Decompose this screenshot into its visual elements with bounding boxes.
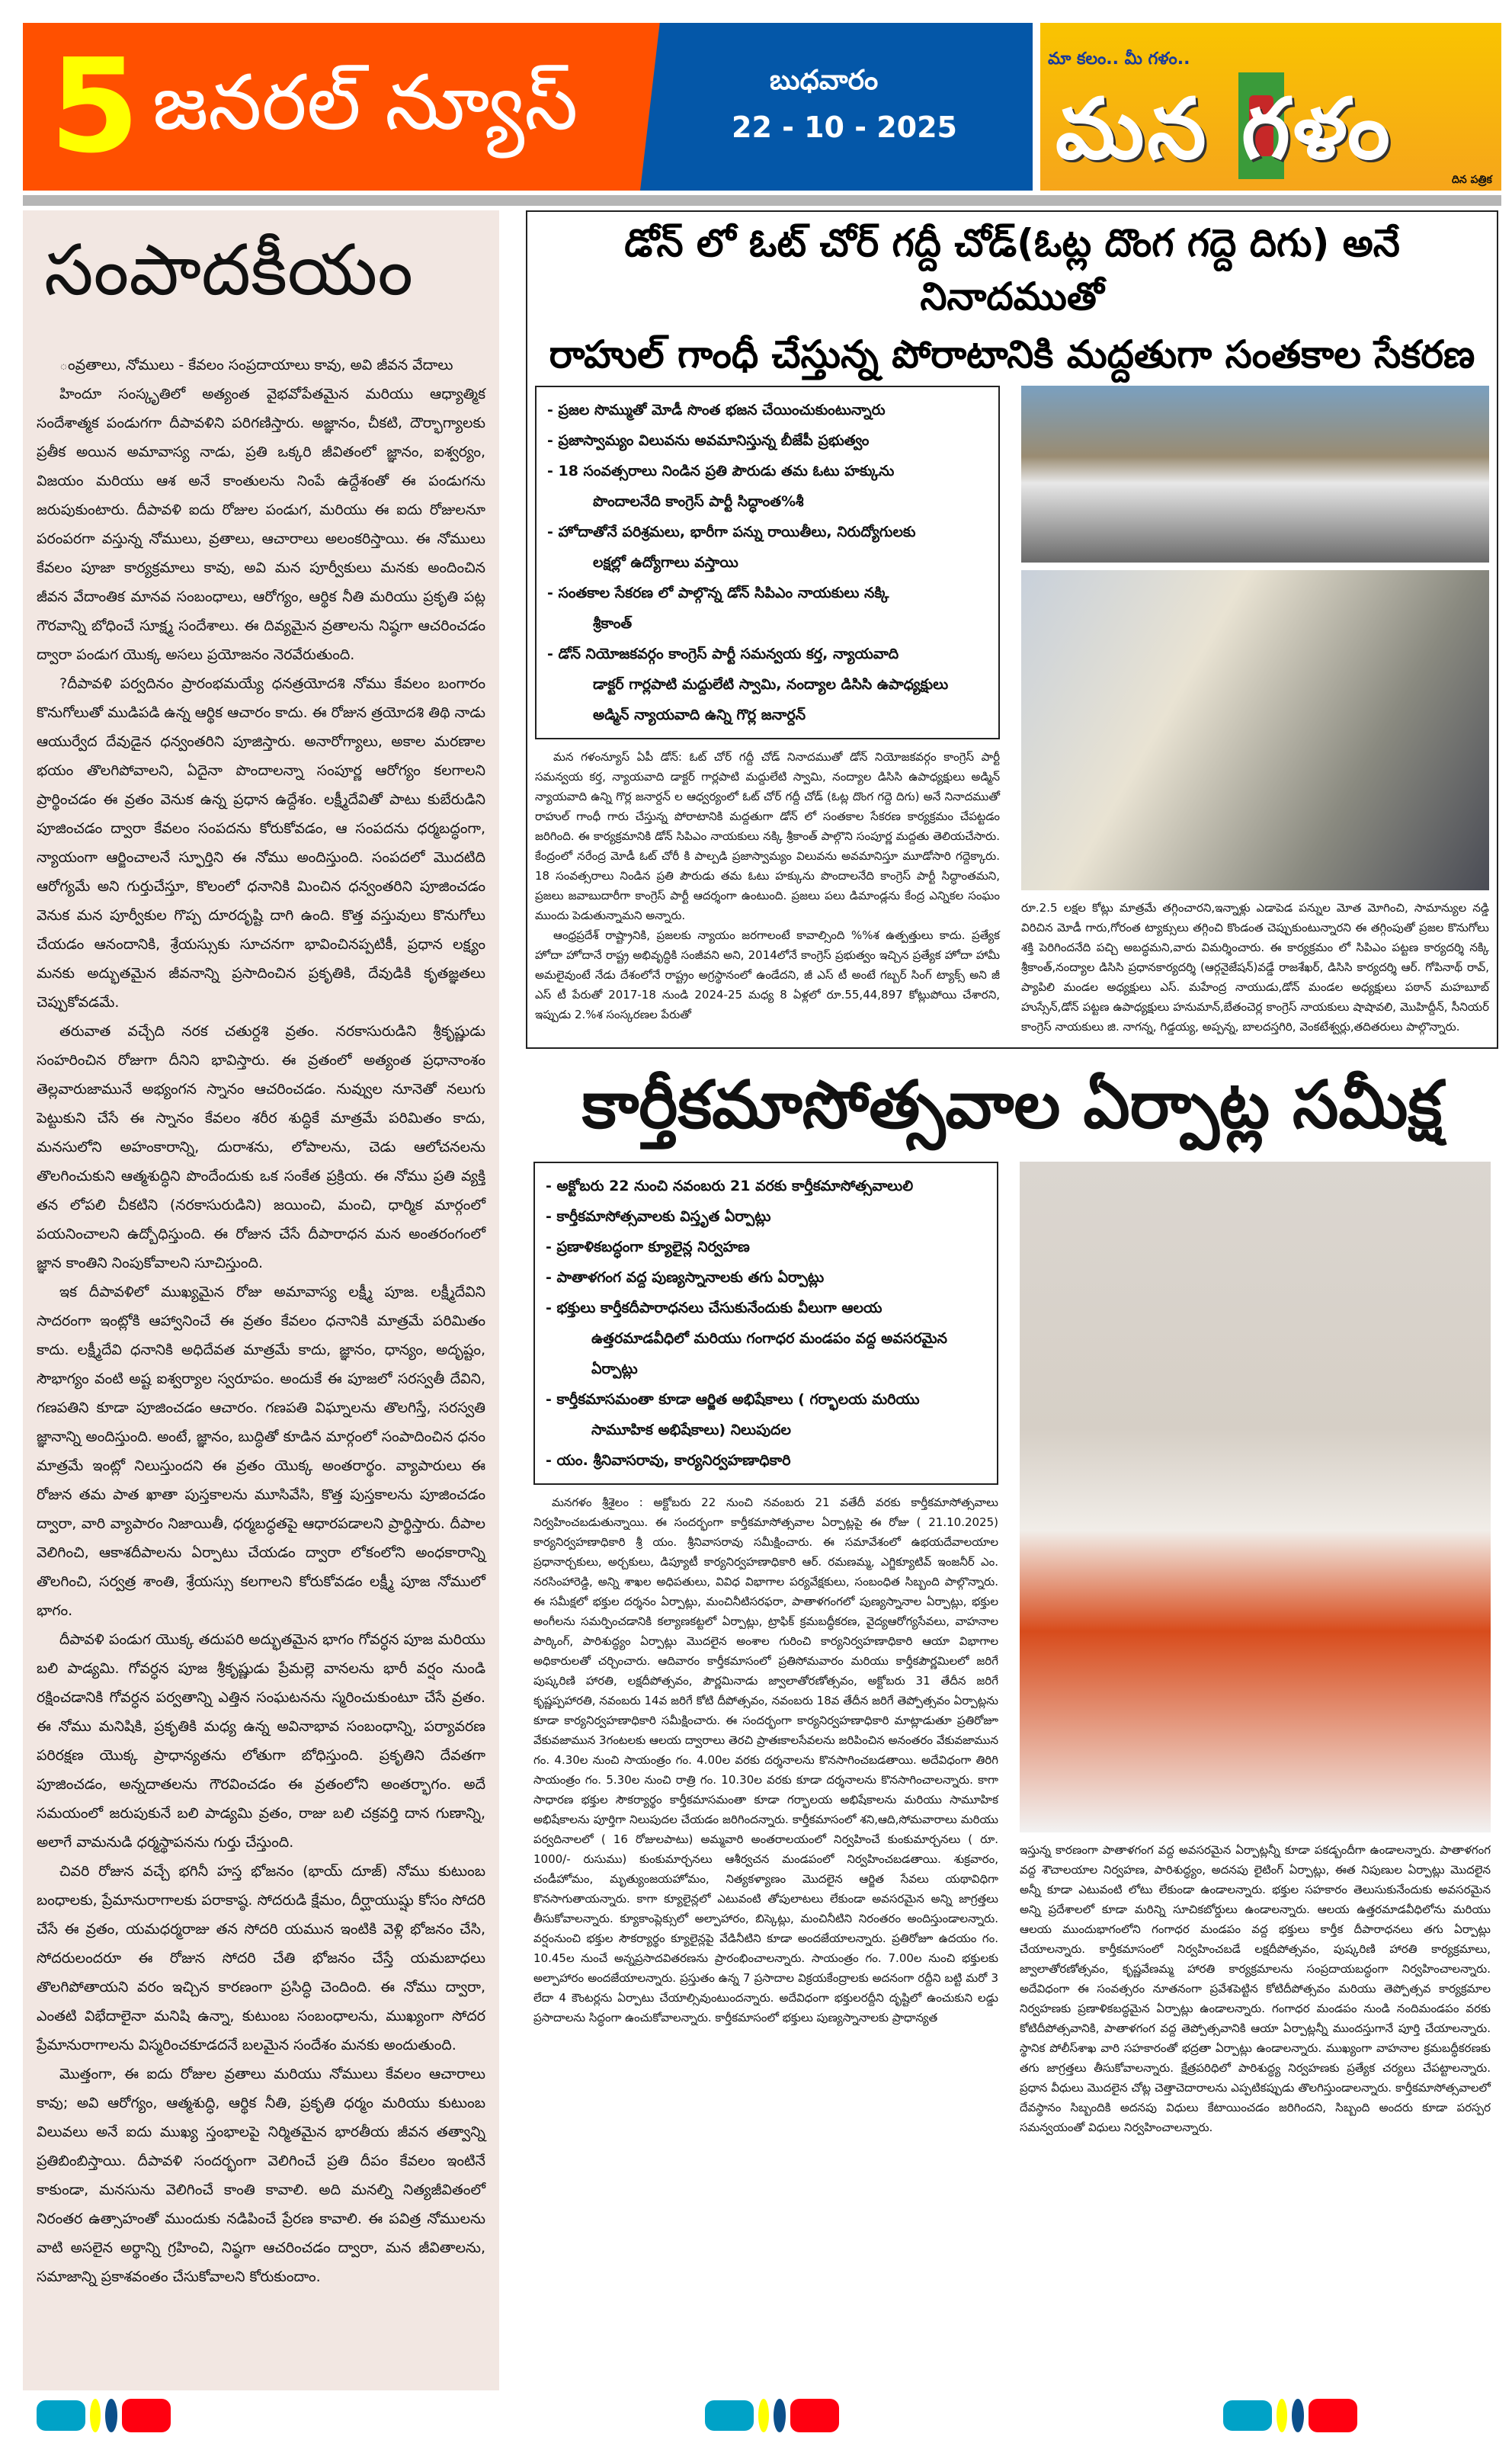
highlight-item: - కార్తీకమాసమంతా కూడా ఆర్జిత అభిషేకాలు ( గర్భాలయ మరియు (546, 1391, 920, 1409)
highlight-item: - అక్టోబరు 22 నుంచి నవంబరు 21 వరకు కార్తీకమాసోత్సవాలులి (546, 1178, 914, 1195)
article-headline-line1: డోన్ లో ఓట్ చోర్ గద్దీ చోడ్(ఓట్ల దొంగ గద్దె దిగు) అనే నినాదముతో (624, 221, 1400, 319)
article-body-left (533, 1492, 998, 2028)
article-paragraph: ఇస్తున్న కారణంగా పాతాళగంగ వద్ద అవసరమైన ఏర్పాట్లన్నీ కూడా పకడ్బందీగా ఉండాలన్నారు. పాతాళగంగ వద్ద శౌచాలయాల నిర్వహణ, పారిశుద్ధ్యం, అదనపు లైటింగ్ ఏర్పాట్లు, ఈత నిపుణుల ఏర్పాట్లు మొదలైన అన్నీ కూడా ఎటువంటి లోటు లేకుండా ఉండాలన్నారు. భక్తుల సహకారం తెలుసుకునేందుకు అవసరమైన అన్ని ప్రదేశాలలో కూడా మరిన్ని సూచికబోర్డులు ఉండాలన్నారు. ఆలయ ఉత్తరమాడవీధిలోను మరియు ఆలయ ముందుభాగంలోని గంగాధర మండపం వద్ద భక్తులు కార్తీక దీపారాధనలు తగు ఏర్పాట్లు చేయాలన్నారు. కార్తీకమాసంలో నిర్వహించబడే లక్షదీపోత్సవం, పుష్కరిణి హారతి కార్యక్రమాలు, జ్వాలాతోరణోత్సవం, కృష్ణవేణమ్మ హారతి కార్యక్రమాలను సంప్రదాయబద్ధంగా నిర్వహించాలన్నారు. అదేవిధంగా ఈ సంవత్సరం నూతనంగా ప్రవేశపెట్టిన కోటిదీపోత్సవం మరియు తెప్పోత్సవ కార్యక్రమాల నిర్వహణకు ప్రణాళికబద్ధమైన ఏర్పాట్లు ఉండాలన్నారు. గంగాధర మండపం నుండి నందిమండపం వరకు కోటిదీపోత్సవానికి, పాతాళగంగ వద్ద తెప్పోత్సవానికి ఆయా ఏర్పాట్లన్నీ ముందస్తుగానే పూర్తి చేయాలన్నారు. స్థానిక పోలీస్‌శాఖ వారి సహకారంతో భద్రతా ఏర్పాట్లు ఉండాలన్నారు. ముఖ్యంగా వాహనాల క్రమబద్ధీకరణకు తగు జాగ్రత్తలు తీసుకోవాలన్నారు. క్షేత్రపరిధిలో పారిశుద్ధ్య నిర్వహణకు ప్రత్యేక చర్యలు చేపట్టాలన్నారు. ప్రధాన వీధులు మొదలైన చోట్ల చెత్తాచెదారాలను ఎప్పటికప్పుడు తొలగిస్తుండాలన్నారు. కార్తీకమాసోత్సవాలలో దేవస్థానం సిబ్బందికి అదనపు విధులు కేటాయించడం జరిగిందని, సిబ్బంది అందరు కూడా పరస్పర సమన్వయంతో విధులు నిర్వహించాలన్నారు. (1020, 1843, 1491, 2135)
highlight-item: - భక్తులు కార్తీకదీపారాధనలు చేసుకునేందుకు వీలుగా ఆలయ (546, 1300, 883, 1317)
highlight-item: - ప్రణాళికబద్ధంగా క్యూలైన్ల నిర్వహణ (546, 1239, 750, 1256)
highlight-item-cont: సామూహిక అభిషేకాలు) నిలుపుదల (591, 1422, 791, 1439)
editorial-paragraph: ?దీపావళి పర్వదినం ప్రారంభమయ్యే ధనత్రయోదశి నోము కేవలం బంగారం కొనుగోలుతో ముడిపడి ఉన్న ఆర్థిక ఆచారం కాదు. ఈ రోజున త్రయోదశి తిథి నాడు ఆయుర్వేద దేవుడైన ధన్వంతరిని పూజిస్తారు. అనారోగ్యాలు, అకాల మరణాల భయం తొలగిపోవాలని, ఏదైనా పొందాలన్నా సంపూర్ణ ఆరోగ్యం కలగాలని ప్రార్థించడం ఈ వ్రతం వెనుక ఉన్న ప్రధాన ఉద్దేశం. లక్ష్మీదేవితో పాటు కుబేరుడిని పూజించడం ద్వారా కేవలం సంపదను కోరుకోవడం, ఆ సంపదను ధర్మబద్ధంగా, న్యాయంగా ఆర్జించాలనే స్ఫూర్తిని ఈ నోము అందిస్తుంది. సంపదలో మొదటిది ఆరోగ్యమే అని గుర్తుచేస్తూ, కొలంలో ధనానికి మించిన ధన్వంతరిని పూజించడం వెనుక మన పూర్వీకుల గొప్ప దూరదృష్టి దాగి ఉంది. కొత్త వస్తువులు కొనుగోలు చేయడం ఆనందానికి, శ్రేయస్సుకు సూచనగా భావించినప్పటికీ, ప్రధాన లక్ష్యం మనకు అద్భుతమైన జీవనాన్ని ప్రసాదించిన ప్రకృతికి, దేవుడికి కృతజ్ఞతలు చెప్పుకోవడమే. (37, 675, 485, 1011)
highlight-item: - ప్రజల సొమ్ముతో మోడీ సొంత భజన చేయించుకుంటున్నారు (547, 402, 886, 418)
highlight-item: - సంతకాల సేకరణ లో పాల్గొన్న డోన్ సిపిఎం నాయకులు నక్కి (547, 585, 889, 601)
section-title: జనరల్ న్యూస్ (152, 58, 578, 147)
issue-date: 22 - 10 - 2025 (732, 111, 957, 144)
highlight-item: - 18 సంవత్సరాలు నిండిన ప్రతి పౌరుడు తమ ఓటు హక్కును (547, 463, 895, 479)
article-paragraph: మన గళంన్యూస్ ఏపీ డోన్: ఓట్ చోర్ గద్దీ చోడ్ నినాదముతో డోన్ నియోజకవర్గం కాంగ్రెస్ పార్టీ సమన్వయ కర్త, న్యాయవాది డాక్టర్ గార్లపాటి మద్దులేటి స్వామి, నంద్యాల డిసిసి ఉపాధ్యక్షులు అడ్మిన్ న్యాయవాది ఉన్ని గొర్ల జనార్దన్ ల ఆధ్వర్యంలో ఓట్ చోర్ గద్దీ చోడ్ (ఓట్ల దొంగ గద్దె దిగు) అనే నినాదముతో రాహుల్ గాంధీ గారు చేస్తున్న పోరాటానికి మద్దతుగా డోన్ లో సంతకాల సేకరణ కార్యక్రమం చేపట్టడం జరిగింది. ఈ కార్యక్రమానికి డోన్ సిపిఎం నాయకులు నక్కి శ్రీకాంత్ పాల్గొని సంపూర్ణ మద్దతు తెలియచేసారు. కేంద్రంలో నరేంద్ర మోడీ ఓట్ చోరీ కి పాల్పడి ప్రజాస్వామ్యం విలువను అవమానిస్తూ మూడోసారి గద్దెక్కారు. 18 సంవత్సరాలు నిండిన ప్రతి పౌరుడు తమ ఓటు హక్కును పొందాలనేది కాంగ్రెస్ పార్టీ సిద్ధాంతమని, ప్రజలు జవాబుదారీగా కాంగ్రెస్ పార్టీ ఆదర్శంగా ఉంటుంది. ప్రజలు పలు డిమాండ్లను కేంద్ర ఎన్నికల సంఘం ముందు పెడుతున్నామని అన్నారు. (535, 750, 1000, 922)
editorial-paragraph: ంవ్రతాలు, నోములు - కేవలం సంప్రదాయాలు కావు, అవి జీవన వేదాలు (59, 357, 453, 374)
photo-leader-addressing-people (1021, 570, 1489, 890)
issue-day: బుధవారం (770, 65, 879, 96)
editorial-paragraph: మొత్తంగా, ఈ ఐదు రోజుల వ్రతాలు మరియు నోములు కేవలం ఆచారాలు కావు; అవి ఆరోగ్యం, ఆత్మశుద్ధి, ఆర్థిక నీతి, ప్రకృతి ధర్మం మరియు కుటుంబ విలువలు అనే ఐదు ముఖ్య స్తంభాలపై నిర్మితమైన భారతీయ జీవన తత్వాన్ని ప్రతిబింబిస్తాయి. దీపావళి సందర్భంగా వెలిగించే ప్రతి దీపం కేవలం ఇంటినే కాకుండా, మనసును వెలిగించే కాంతి కావాలి. అది మనల్ని నిత్యజీవితంలో నిరంతర ఉత్సాహంతో ముందుకు నడిపించే ప్రేరణ కావాలి. ఈ పవిత్ర నోములను వాటి అసలైన అర్థాన్ని గ్రహించి, నిష్ఠగా ఆచరించడం ద్వారా, మన జీవితాలను, సమాజాన్ని ప్రకాశవంతం చేసుకోవాలని కోరుకుందాం. (37, 2066, 485, 2286)
highlight-item: - కార్తీకమాసోత్సవాలకు విస్తృత ఏర్పాట్లు (546, 1208, 771, 1226)
highlight-item-cont: డాక్టర్ గార్లపాటి మద్దులేటి స్వామి, నంద్యాల డిసిసి ఉపాధ్యక్షులు అడ్మిన్ న్యాయవాది ఉన్ని గొర్ల జనార్దన్ (593, 676, 949, 723)
article-body-right (1021, 898, 1489, 1037)
newspaper-logo: మన గళం (1056, 80, 1393, 178)
logo-tagline: మా కలం.. మీ గళం.. (1048, 50, 1190, 69)
photo-signature-campaign-table (1021, 386, 1489, 563)
logo-subtitle: దిన పత్రిక (1452, 174, 1492, 186)
article-paragraph: ఆంధ్రప్రదేశ్ రాష్ట్రానికి, ప్రజలకు న్యాయం జరగాలంటే కావాల్సింది %%శ ఉత్పత్తులు కాదు. ప్రత్యేక హోదా హోదానే రాష్ట్ర అభివృద్ధికి సంజీవని అని, 2014లోనే కాంగ్రెస్ ప్రభుత్వం ఇచ్చిన ప్రత్యేక హోదా హామీ అమలైవుంటే నేడు దేశంలోనే రాష్ట్రం అగ్రస్థానంలో ఉండేదని, జీ ఎస్ టీ అంటే గబ్బర్ సింగ్ ట్యాక్స్ అని జీ ఎస్ టీ పేరుతో 2017-18 నుండి 2024-25 మధ్య 8 ఏళ్లలో రూ.55,44,897 కోట్లుపోయి చేశారని, ఇప్పుడు 2.%శ సంస్కరణల పేరుతో (535, 928, 1000, 1021)
news-column (526, 210, 1498, 2137)
article-body-left (535, 747, 1000, 1024)
editorial-paragraph: ఇక దీపావళిలో ముఖ్యమైన రోజు అమావాస్య లక్ష్మీ పూజ. లక్ష్మీదేవిని సాదరంగా ఇంట్లోకి ఆహ్వానించే ఈ వ్రతం కేవలం ధనానికి మాత్రమే పరిమితం కాదు. లక్ష్మీదేవి ధనానికి అధిదేవత మాత్రమే కాదు, జ్ఞానం, ధాన్యం, అదృష్టం, సౌభాగ్యం వంటి అష్ట ఐశ్వర్యాల స్వరూపం. అందుకే ఈ పూజలో సరస్వతీ దేవిని, గణపతిని కూడా పూజించడం ఆచారం. గణపతి విఘ్నాలను తొలగిస్తే, సరస్వతి జ్ఞానాన్ని అందిస్తుంది. అంటే, జ్ఞానం, బుద్ధితో కూడిన మార్గంలో సంపాదించిన ధనం మాత్రమే ఇంట్లో నిలుస్తుందని ఈ వ్రతం యొక్క అంతరార్థం. వ్యాపారులు ఈ రోజున తమ పాత ఖాతా పుస్తకాలను మూసివేసి, కొత్త పుస్తకాలను పూజించడం ద్వారా, వారి వ్యాపారం నిజాయితీ, ధర్మబద్ధతపై ఆధారపడాలని ప్రార్థిస్తారు. దీపాల వెలిగించి, ఆకాశదీపాలను ఏర్పాటు చేయడం ద్వారా లోకంలోని అంధకారాన్ని తొలగించి, సర్వత్ర శాంతి, శ్రేయస్సు కలగాలని కోరుకోవడం లక్ష్మీ పూజ నోములో భాగం. (37, 1284, 485, 1620)
article-body-right (1020, 1840, 1491, 2137)
article-paragraph: మనగళం శ్రీశైలం : అక్టోబరు 22 నుంచి నవంబరు 21 వతేదీ వరకు కార్తీకమాసోత్సవాలు నిర్వహించబడుతున్నాయి. ఈ సందర్భంగా కార్తీకమాసోత్సవాల ఏర్పాట్లపై ఈ రోజు ( 21.10.2025) కార్యనిర్వహణాధికారి శ్రీ యం. శ్రీనివాసరావు సమీక్షించారు. ఈ సమావేశంలో ఉభయదేవాలయాల ప్రధానార్చకులు, అర్చకులు, డిప్యూటీ కార్యనిర్వహణాధికారి ఆర్. రమణమ్మ, ఎగ్జిక్యూటివ్ ఇంజనీర్ ఎం. నరసింహారెడ్డి, అన్ని శాఖల అధిపతులు, వివిధ విభాగాల పర్యవేక్షకులు, సంబంధిత సిబ్బంది పాల్గొన్నారు. ఈ సమీక్షలో భక్తుల దర్శనం ఏర్పాట్లు, మంచినీటిసరఫరా, పాతాళగంగలో పుణ్యస్నానాల ఏర్పాట్లు, భక్తుల అంగీలను సమర్పించడానికి కల్యాణకట్టలో ఏర్పాట్లు, ట్రాఫిక్ క్రమబద్ధీకరణ, వైద్యఆరోగ్యసేవలు, వాహనాల పార్కింగ్, పారిశుద్ధ్యం ఏర్పాట్లు మొదలైన అంశాల గురించి కార్యనిర్వహణాధికారి ఆయా విభాగాల అధికారులతో చర్చించారు. ఆదివారం కార్తీకమాసంలో ప్రతిసోమవారం మరియు కార్తీకపౌర్ణమిలలో జరిగే పుష్కరిణి హారతి, లక్షదీపోత్సవం, పౌర్ణమినాడు జ్వాలాతోరణోత్సవం, అక్టోబరు 31 తేదీన జరిగే కృష్ణప్పహారతి, నవంబరు 14వ జరిగే కోటి దీపోత్సవం, నవంబరు 18వ తేదీన జరిగే తెప్పోత్సవం ఏర్పాట్లను కూడా కార్యనిర్వహణాధికారి సమీక్షించారు. ఈ సందర్భంగా కార్యనిర్వహణాధికారి మాట్లాడుతూ ప్రతిరోజూ వేకువజామున 3గంటలకు ఆలయ ద్వారాలు తెరచి ప్రాతఃకాలసేవలను జరిపించిన అనంతరం వేకువజామున గం. 4.30ల నుంచి సాయంత్రం గం. 4.00ల వరకు దర్శనాలను కొనసాగించబడతాయి. అదేవిధంగా తిరిగి సాయంత్రం గం. 5.30ల నుంచి రాత్రి గం. 10.30ల వరకు కూడా దర్శనాలను కొనసాగించాలన్నారు. కాగా సాధారణ భక్తుల సౌకర్యార్థం కార్తీకమాసమంతా కూడా గర్భాలయ అభిషేకాలను మరియు సామూహిక అభిషేకాలను పూర్తిగా నిలుపుదల చేయడం జరిగిందన్నారు. కార్తీకమాసంలో శని,ఆది,సోమవారాలు మరియు పర్వదినాలలో ( 16 రోజులపాటు) అమ్మవారి అంతరాలయంలో నిర్వహించే కుంకుమార్చనలు ( రూ. 1000/- రుసుము) కుంకుమార్చనలు ఆశీర్వచన మండపంలో నిర్వహించబడతాయి. శుక్రవారం, చండీహోమం, మృత్యుంజయహోమం, నిత్యకళ్యాణం మొదలైన ఆర్జిత సేవలు యథావిధిగా కొనసాగుతాయన్నారు. కాగా క్యూలైన్లలో ఎటువంటి తోపులాటలు లేకుండా అవసరమైన అన్ని జాగ్రత్తలు తీసుకోవాలన్నారు. క్యూకాంప్లెక్సులో అల్పాహారం, బిస్కెట్లు, మంచినీటిని నిరంతరం అందిస్తుండాలన్నారు. వర్షంనుంచి భక్తుల సౌకర్యార్థం క్యూలైన్లపై వేడినీటిని కూడా అందజేయాలన్నారు. ప్రతిరోజూ ఉదయం గం. 10.45ల నుంచే అన్నప్రసాదవితరణను ప్రారంభించాలన్నారు. సాయంత్రం గం. 7.00ల నుంచి భక్తులకు అల్పాహారం అందజేయాలన్నారు. ప్రస్తుతం ఉన్న 7 ప్రసాదాల విక్రయకేంద్రాలకు అదనంగా రద్దీని బట్టి మరో 3 లేదా 4 కౌంటర్లను ఏర్పాటు చేయాల్సివుంటుందన్నారు. అదేవిధంగా భక్తులరద్దీని దృష్టిలో ఉంచుకుని లడ్డు ప్రసాదాలను సిద్ధంగా ఉంచుకోవాలన్నారు. కార్తీకమాసంలో భక్తులు పుణ్యస్నానాలకు ప్రాధాన్యత (533, 1496, 998, 2025)
editorial-paragraph: తరువాత వచ్చేది నరక చతుర్దశి వ్రతం. నరకాసురుడిని శ్రీకృష్ణుడు సంహరించిన రోజుగా దీనిని భావిస్తారు. ఈ వ్రతంలో అత్యంత ప్రధానాంశం తెల్లవారుజామునే అభ్యంగన స్నానం ఆచరించడం. నువ్వుల నూనెతో నలుగు పెట్టుకుని చేసే ఈ స్నానం కేవలం శరీర శుద్ధికే మాత్రమే పరిమితం కాదు, మనసులోని అహంకారాన్ని, దురాశను, లోపాలను, చెడు ఆలోచనలను తొలగించుకుని ఆత్మశుద్ధిని పొందేందుకు ఒక సంకేత ప్రక్రియ. ఈ నోము ప్రతి వ్యక్తి తన లోపలి చీకటిని (నరకాసురుడిని) జయించి, మంచి, ధార్మిక మార్గంలో పయనించాలని ఉద్బోధిస్తుంది. ఈ రోజున చేసే దీపారాధన మన అంతరంగంలో జ్ఞాన కాంతిని నింపుకోవాలని సూచిస్తుంది. (37, 1023, 485, 1272)
header-divider (23, 195, 1501, 206)
highlight-item: - పాతాళగంగ వద్ద పుణ్యస్నానాలకు తగు ఏర్పాట్లు (546, 1269, 825, 1287)
editorial-paragraph: హిందూ సంస్కృతిలో అత్యంత వైభవోపేతమైన మరియు ఆధ్యాత్మిక సందేశాత్మక పండుగగా దీపావళిని పరిగణిస్తారు. అజ్ఞానం, చీకటి, దౌర్భాగ్యాలకు ప్రతీక అయిన అమావాస్య నాడు, ప్రతి ఒక్కరి జీవితంలో జ్ఞానం, ఐశ్వర్యం, విజయం మరియు ఆశ అనే కాంతులను నింపే ఉద్దేశంతో ఈ పండుగను జరుపుకుంటారు. దీపావళి ఐదు రోజుల పండుగ, మరియు ఈ ఐదు రోజులనూ పరంపరగా వస్తున్న నోములు, వ్రతాలు, ఆచారాలు అలంకరిస్తాయి. ఈ నోములు కేవలం పూజా కార్యక్రమాలు కావు, అవి మన పూర్వీకులు మనకు అందించిన జీవన వేదాంతిక మానవ సంబంధాలు, ఆరోగ్యం, ఆర్థిక నీతి మరియు ప్రకృతి పట్ల గౌరవాన్ని బోధించే సూక్ష్మ సందేశాలు. ఈ దివ్యమైన వ్రతాలను నిష్ఠగా ఆచరించడం ద్వారా పండుగ యొక్క అసలు ప్రయోజనం నెరవేరుతుంది. (37, 386, 485, 664)
highlight-item-cont: లక్షల్లో ఉద్యోగాలు వస్తాయి (593, 554, 738, 571)
page-number: 5 (50, 31, 140, 182)
editorial-column (23, 210, 499, 2390)
highlight-item: - డోన్ నియోజకవర్గం కాంగ్రెస్ పార్టీ సమన్వయ కర్త, న్యాయవాది (547, 646, 899, 662)
article-highlights-box (533, 1162, 998, 1485)
highlight-item-cont: శ్రీకాంత్ (593, 615, 633, 632)
article-paragraph: రూ.2.5 లక్షల కోట్లు మాత్రమే తగ్గించారని,ఇన్నాళ్లు ఎడాపెడ పన్నుల మోత మోగించి, సామాన్యుల నడ్డి విరిచిన మోడీ గారు,గోరంత ట్యాక్సులు తగ్గించి కొండంత చెప్పుకుంటున్నారని ఈ తగ్గింపుతో ప్రజల కొనుగోలు శక్తి పెరిగిందనేది పచ్చి అబద్ధమని,వారు విమర్శించారు. ఈ కార్యక్రమం లో సిపిఎం పట్టణ కార్యదర్శి నక్కి శ్రీకాంత్,నంద్యాల డిసిసి ప్రధానకార్యదర్శి (ఆర్గనైజేషన్)వడ్డే రాజశేఖర్, డిసిసి కార్యదర్శి ఆర్. గోపినాథ్ రావ్, ప్యాపిలి మండల అధ్యక్షులు ఎస్. మహేంద్ర నాయుడు,డోన్ మండల అధ్యక్షులు పఠాన్ మహబూబ్ హుస్సేన్,డోన్ పట్టణ ఉపాధ్యక్షులు హనుమాన్,బేతంచెర్ల కాంగ్రెస్ నాయకులు షాషావలి, మొహిద్దీన్, సీనియర్ కాంగ్రెస్ నాయకులు జి. నాగన్న, గిడ్డయ్య, అప్పన్న, బాలదస్తగిరి, వెంకటేశ్వర్లు,తదితరులు పాల్గొన్నారు. (1021, 901, 1489, 1034)
highlight-item-cont: పొందాలనేది కాంగ్రెస్ పార్టీ సిద్ధాంత%శీ (593, 493, 804, 510)
highlight-item: - ప్రజాస్వామ్యం విలువను అవమానిస్తున్న బీజేపీ ప్రభుత్వం (547, 432, 870, 449)
footer-color-ornament (1223, 2397, 1357, 2434)
editorial-title: సంపాదకీయం (44, 229, 414, 311)
article-karthika-review (526, 1162, 1498, 2137)
footer-color-ornament (705, 2397, 839, 2434)
header-date-banner (640, 23, 1033, 191)
editorial-paragraph: చివరి రోజున వచ్చే భగినీ హస్త భోజనం (భాయ్ దూజ్) నోము కుటుంబ బంధాలకు, ప్రేమానురాగాలకు పరాకాష్ఠ. సోదరుడి క్షేమం, దీర్ఘాయుష్షు కోసం సోదరి చేసే ఈ వ్రతం, యమధర్మరాజు తన సోదరి యమున ఇంటికి వెళ్లి భోజనం చేసి, సోదరులందరూ ఈ రోజున సోదరి చేతి భోజనం చేస్తే యమబాధలు తొలగిపోతాయని వరం ఇచ్చిన కారణంగా ప్రసిద్ధి చెందింది. ఈ నోము ద్వారా, ఎంతటి విభేదాలైనా మనిషి ఉన్నా, కుటుంబ సంబంధాలను, ముఖ్యంగా సోదర ప్రేమానురాగాలను విస్మరించకూడదనే బలమైన సందేశం మనకు అందుతుంది. (37, 1863, 485, 2054)
article-highlights-box (535, 386, 1000, 739)
article-headline-line2: రాహుల్ గాంధీ చేస్తున్న పోరాటానికి మద్దతుగా సంతకాల సేకరణ (549, 332, 1475, 377)
article-signature-campaign (526, 210, 1498, 1049)
highlight-item: - హోదాతోనే పరిశ్రమలు, భారీగా పన్ను రాయితీలు, నిరుద్యోగులకు (547, 524, 916, 540)
article-headline-karthika-review: కార్తీకమాసోత్సవాల ఏర్పాట్ల సమీక్ష (581, 1067, 1443, 1143)
editorial-paragraph: దీపావళి పండుగ యొక్క తదుపరి అద్భుతమైన భాగం గోవర్ధన పూజ మరియు బలి పాడ్యమి. గోవర్ధన పూజ శ్రీకృష్ణుడు ప్రేమల్లె వానలను భారీ వర్షం నుండి రక్షించడానికి గోవర్ధన పర్వతాన్ని ఎత్తిన సంఘటనను స్మరించుకుంటూ చేసే వ్రతం. ఈ నోము మనిషికి, ప్రకృతికి మధ్య ఉన్న అవినాభావ సంబంధాన్ని, పర్యావరణ పరిరక్షణ యొక్క ప్రాధాన్యతను లోతుగా బోధిస్తుంది. ప్రకృతిని దేవతగా పూజించడం, అన్నదాతలను గౌరవించడం ఈ వ్రతంలోని అంతర్భాగం. అదే సమయంలో జరుపుకునే బలి పాడ్యమి వ్రతం, రాజు బలి చక్రవర్తి దాన గుణాన్ని, అలాగే వామనుడి ధర్మస్థాపనను గుర్తు చేస్తుంది. (37, 1631, 485, 1851)
highlight-item: - యం. శ్రీనివాసరావు, కార్యనిర్వహణాధికారి (546, 1452, 791, 1470)
highlight-item-cont: ఉత్తరమాడవీధిలో మరియు గంగాధర మండపం వద్ద అవసరమైన ఏర్పాట్లు (591, 1330, 947, 1378)
photo-executive-officer (1020, 1162, 1491, 1832)
footer-color-ornament (37, 2397, 171, 2434)
